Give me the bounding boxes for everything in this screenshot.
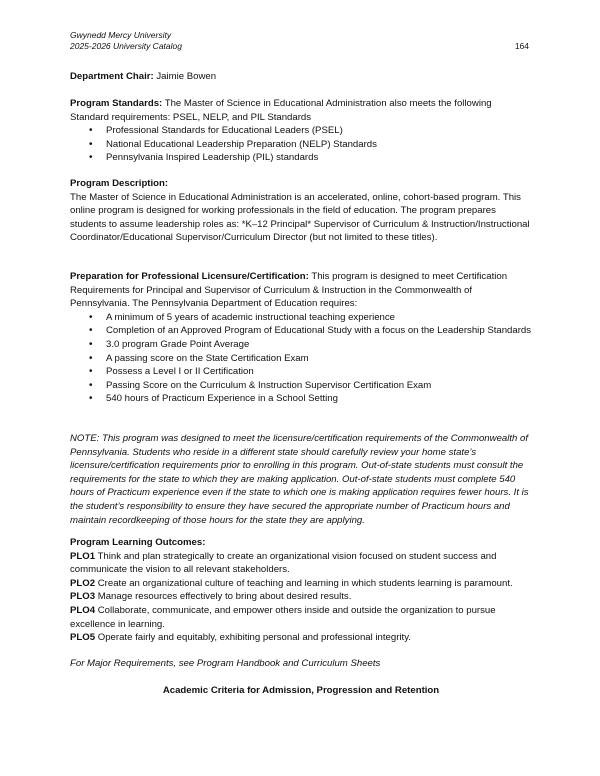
list-item: • Possess a Level I or II Certification <box>70 365 532 379</box>
program-standards <box>70 97 532 165</box>
licensure-note: NOTE: This program was designed to meet the licensure/certification requirements of the Commonwealth of Pennsylvania. Students who reside in a different state should carefully review your home state’s licensure/certification requirements prior to enrolling in this program. Out-of-state students must consult the requirements for the state to which they are making application. Out-of-state students must complete 540 hours of Practicum experience even if the state to which one is making application requires fewer hours. It is the student’s responsibility to ensure they have secured the appropriate number of Practicum hours and maintain recordkeeping of those hours for the state they are applying. <box>70 433 529 526</box>
outcome-item: PLO3 Manage resources effectively to bring about desired results. <box>70 591 352 603</box>
list-item: • Professional Standards for Educational Leaders (PSEL) <box>70 124 532 138</box>
list-item: • Pennsylvania Inspired Leadership (PIL) standards <box>70 151 532 165</box>
description-label: Program Description: <box>70 178 169 189</box>
list-item: • A minimum of 5 years of academic instructional teaching experience <box>70 311 532 325</box>
university-name: Gwynedd Mercy University <box>70 30 172 40</box>
list-item: • A passing score on the State Certification Exam <box>70 352 532 366</box>
outcomes-label: Program Learning Outcomes: <box>70 537 206 548</box>
learning-outcomes <box>70 536 532 645</box>
page-number: 164 <box>514 41 529 51</box>
standards-text: The Master of Science in Educational Administration also meets the following Standard requirements: PSEL, NELP, and PIL Standards <box>70 98 492 123</box>
list-item: • 540 hours of Practicum Experience in a School Setting <box>70 392 532 406</box>
list-item: • 3.0 program Grade Point Average <box>70 338 532 352</box>
chair-value: Jaimie Bowen <box>156 71 217 82</box>
department-chair <box>70 70 532 84</box>
major-requirements-note: For Major Requirements, see Program Handbook and Curriculum Sheets <box>70 658 381 669</box>
section-heading: Academic Criteria for Admission, Progression and Retention <box>162 685 440 696</box>
list-item: • Passing Score on the Curriculum & Instruction Supervisor Certification Exam <box>70 379 532 393</box>
licensure-label: Preparation for Professional Licensure/Certification: <box>70 271 309 282</box>
outcome-item: PLO4 Collaborate, communicate, and empower others inside and outside the organization to pursue excellence in learning. <box>70 604 496 630</box>
outcome-item: PLO2 Create an organizational culture of teaching and learning in which students learning is paramount. <box>70 577 513 589</box>
chair-label: Department Chair: <box>70 71 154 82</box>
description-text: The Master of Science in Educational Administration is an accelerated, online, cohort-based program. This online program is designed for working professionals in the field of education. The program prepares students to assume leadership roles as: *K–12 Principal* Supervisor of Curriculum & Instruction/Instructional Coordinator/Educational Supervisor/Curriculum Director (but not limited to these titles). <box>70 191 530 244</box>
standards-label: Program Standards: <box>70 98 163 109</box>
licensure-list <box>70 311 532 406</box>
standards-list <box>70 124 532 165</box>
outcome-item: PLO5 Operate fairly and equitably, exhibiting personal and professional integrity. <box>70 632 411 644</box>
list-item: • Completion of an Approved Program of Educational Study with a focus on the Leadership Standards <box>70 324 532 338</box>
licensure-text: This program is designed to meet Certification Requirements for Principal and Supervisor of Curriculum & Instruction in the Commonwealth of Pennsylvania. The Pennsylvania Department of Education requires: <box>70 271 508 310</box>
program-description <box>70 177 532 245</box>
outcome-item: PLO1 Think and plan strategically to create an organizational vision focused on student success and communicate the vision to all relevant stakeholders. <box>70 550 497 576</box>
catalog-title: 2025-2026 University Catalog <box>70 41 182 51</box>
licensure-section <box>70 270 532 406</box>
running-header <box>70 30 182 52</box>
list-item: • National Educational Leadership Preparation (NELP) Standards <box>70 138 532 152</box>
